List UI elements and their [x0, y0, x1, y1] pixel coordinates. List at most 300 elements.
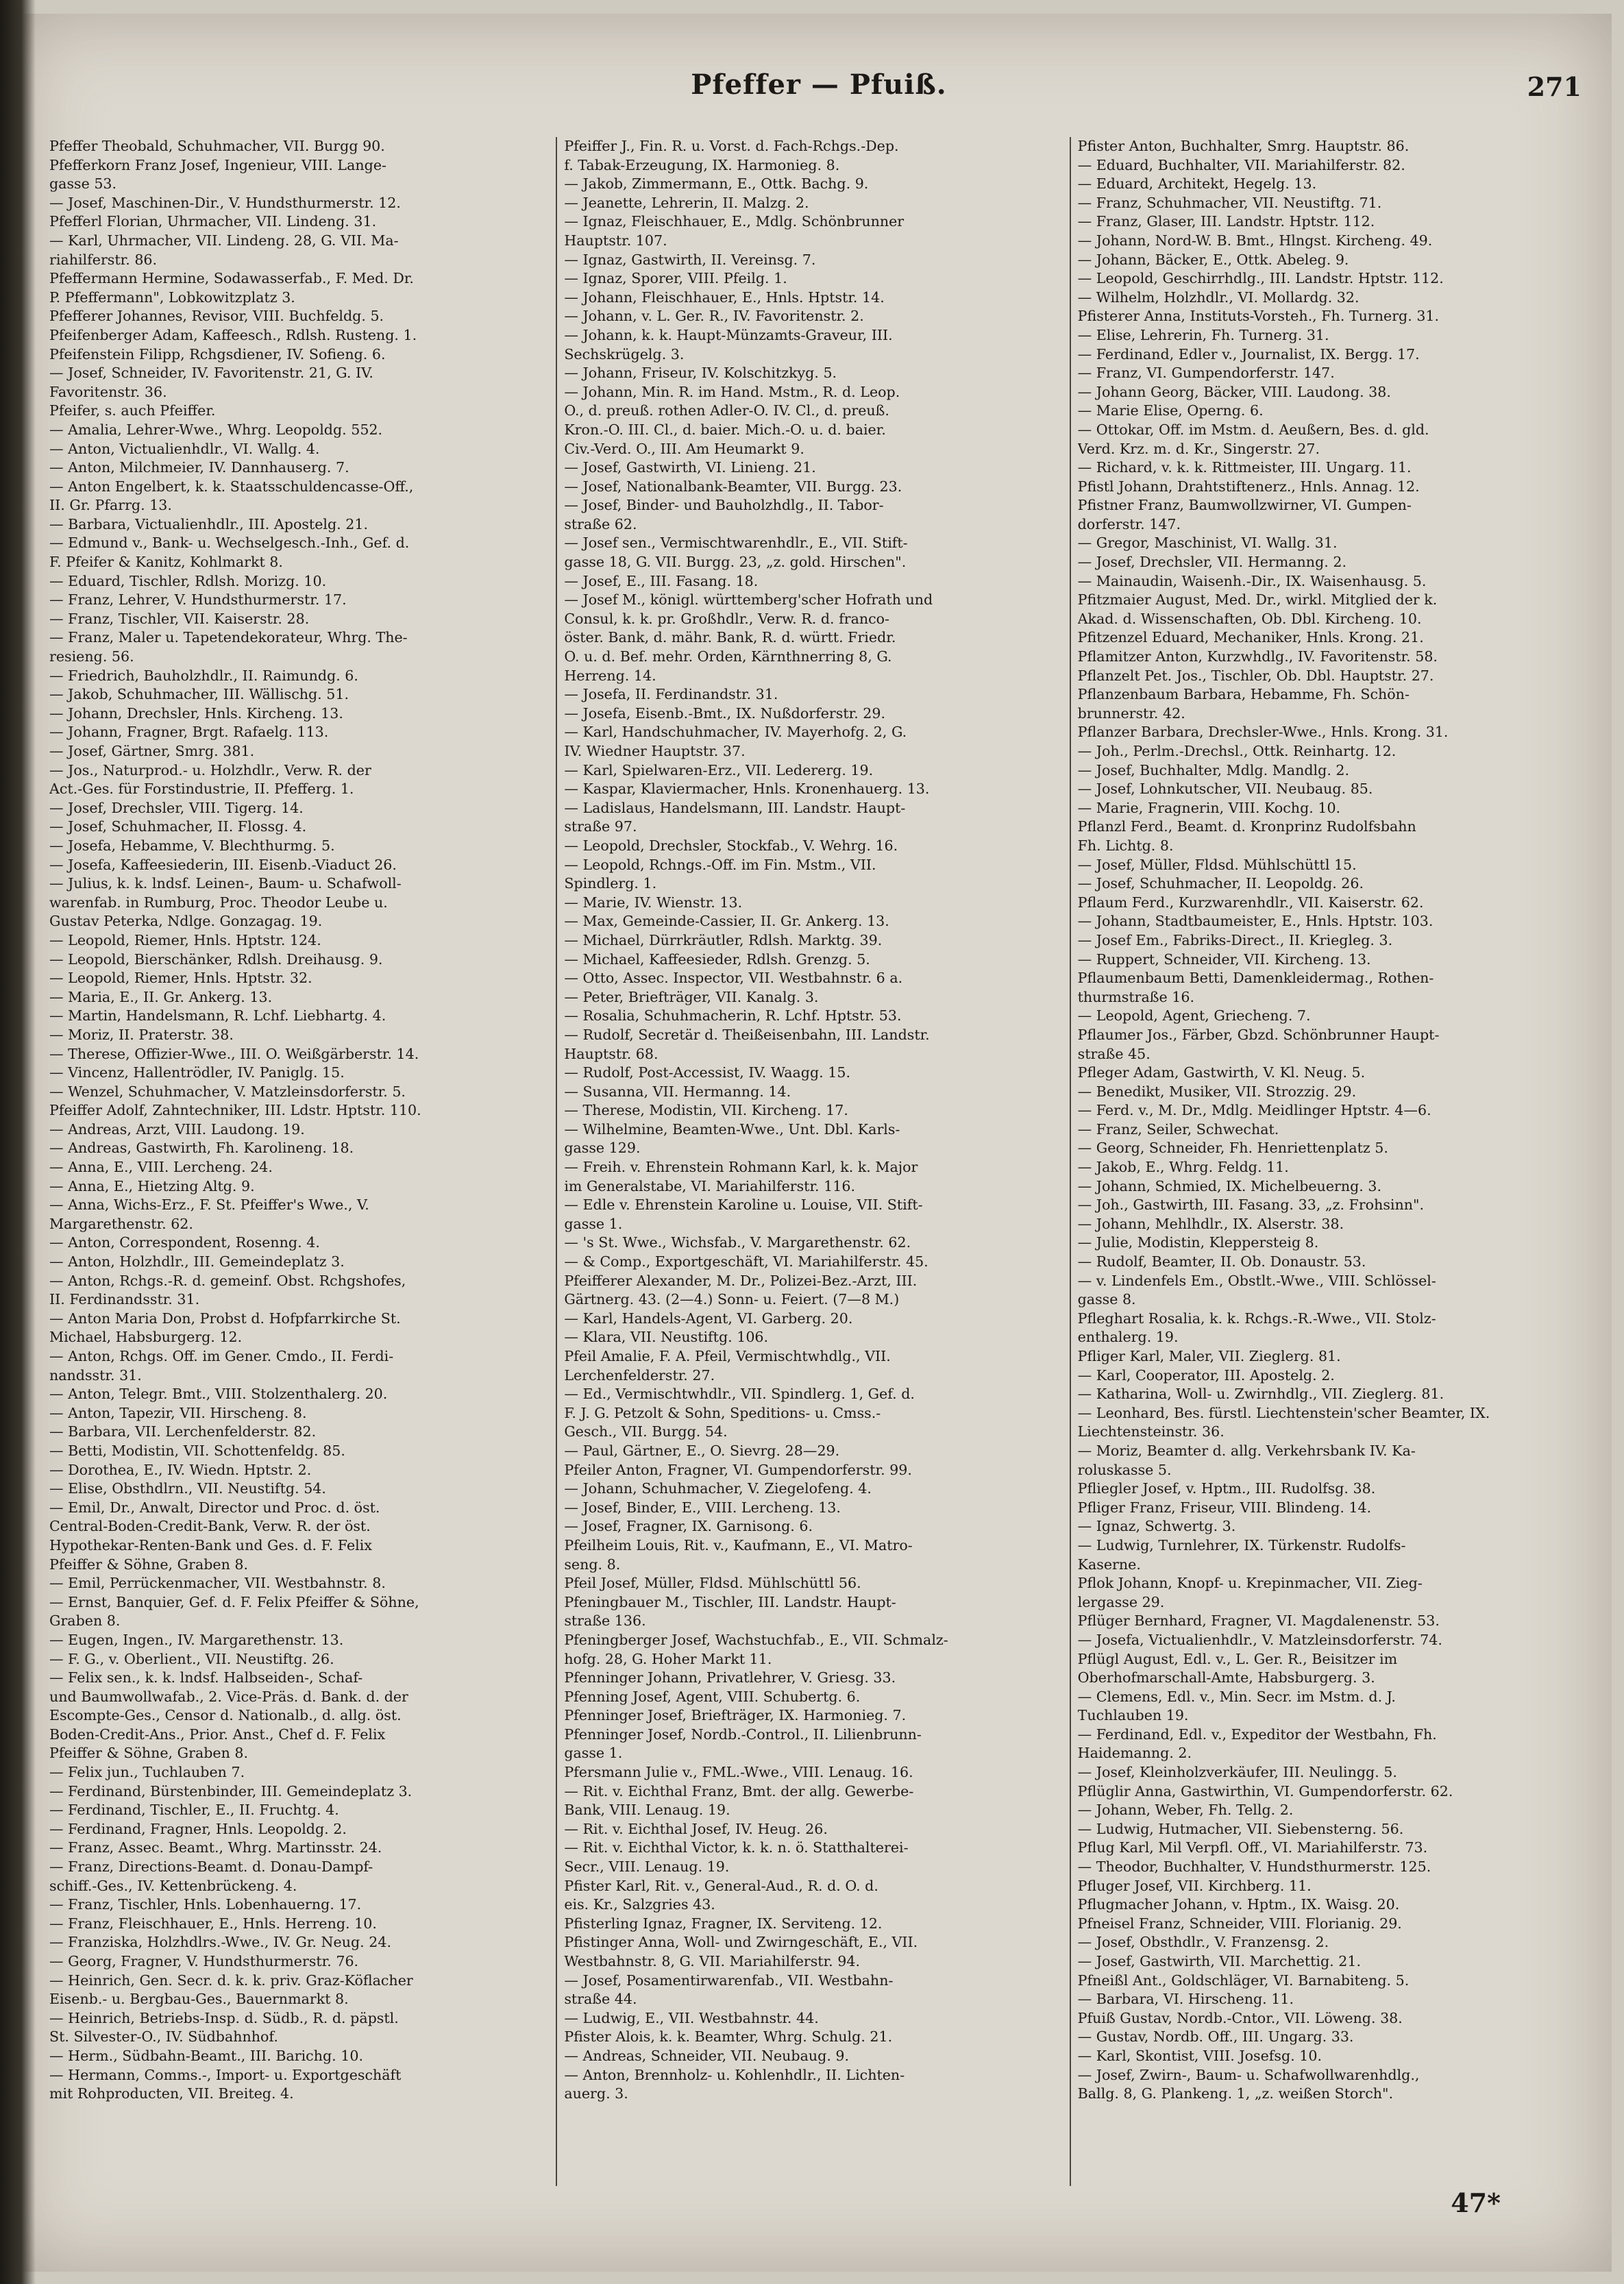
- directory-entry-line: Pfuiß Gustav, Nordb.-Cntor., VII. Löweng. 38.: [1077, 2009, 1403, 2026]
- directory-entry-line: Pfeifer, s. auch Pfeiffer.: [49, 402, 216, 419]
- directory-entry-line: gasse 8.: [1077, 1291, 1136, 1308]
- directory-entry-line: Pfister Karl, Rit. v., General-Aud., R. d. O. d.: [564, 1877, 878, 1894]
- directory-entry-line: nandsstr. 31.: [49, 1366, 142, 1384]
- directory-entry-line: f. Tabak-Erzeugung, IX. Harmonieg. 8.: [564, 156, 840, 173]
- directory-entry-line: — Franz, Seiler, Schwechat.: [1077, 1120, 1279, 1138]
- directory-entry-line: — Josef, Gastwirth, VII. Marchettig. 21.: [1077, 1953, 1362, 1969]
- directory-entry-line: schiff.-Ges., IV. Kettenbrückeng. 4.: [49, 1877, 297, 1894]
- directory-entry-line: Pfeningberger Josef, Wachstuchfab., E., VII. Schmalz-: [564, 1631, 948, 1648]
- directory-entry-line: — Marie, Fragnerin, VIII. Kochg. 10.: [1077, 799, 1341, 816]
- directory-entry-line: Pflaumer Jos., Färber, Gbzd. Schönbrunner Haupt-: [1077, 1026, 1440, 1043]
- directory-entry-line: Margarethenstr. 62.: [49, 1215, 193, 1232]
- directory-entry-line: — Herm., Südbahn-Beamt., III. Barichg. 10.: [49, 2047, 363, 2064]
- directory-entry-line: — Josef, Fragner, IX. Garnisong. 6.: [564, 1518, 813, 1535]
- directory-entry-line: — Max, Gemeinde-Cassier, II. Gr. Ankerg. 13.: [564, 913, 889, 930]
- directory-entry-line: — Joh., Gastwirth, III. Fasang. 33, „z. Frohsinn".: [1077, 1196, 1425, 1214]
- directory-entry-line: Pfeiffer Adolf, Zahntechniker, III. Ldstr. Hptstr. 110.: [49, 1102, 421, 1119]
- directory-entry-line: — Ruppert, Schneider, VII. Kircheng. 13.: [1077, 950, 1371, 968]
- directory-entry-line: — Dorothea, E., IV. Wiedn. Hptstr. 2.: [49, 1461, 312, 1478]
- directory-entry-line: — Josef, Buchhalter, Mdlg. Mandlg. 2.: [1077, 761, 1350, 778]
- directory-entry-line: — Josef, Posamentirwarenfab., VII. Westbahn-: [564, 1972, 894, 1989]
- directory-entry-line: — Wilhelmine, Beamten-Wwe., Unt. Dbl. Karls-: [564, 1120, 900, 1138]
- directory-entry-line: — Elise, Lehrerin, Fh. Turnerg. 31.: [1077, 326, 1329, 343]
- directory-entry-line: — Michael, Dürrkräutler, Rdlsh. Marktg. 39.: [564, 931, 883, 948]
- directory-entry-line: Pfistner Franz, Baumwollzwirner, VI. Gumpen-: [1077, 497, 1412, 514]
- directory-entry-line: gasse 18, G. VII. Burgg. 23, „z. gold. Hirschen".: [564, 554, 907, 571]
- directory-entry-line: II. Gr. Pfarrg. 13.: [49, 497, 172, 514]
- directory-entry-line: — Anton, Milchmeier, IV. Dannhauserg. 7.: [49, 459, 349, 476]
- directory-entry-line: — & Comp., Exportgeschäft, VI. Mariahilferstr. 45.: [564, 1253, 928, 1270]
- directory-entry-line: — Franz, Glaser, III. Landstr. Hptstr. 112.: [1077, 213, 1375, 230]
- directory-entry-line: — Johann, v. L. Ger. R., IV. Favoritenstr. 2.: [564, 308, 864, 325]
- directory-entry-line: St. Silvester-O., IV. Südbahnhof.: [49, 2028, 278, 2046]
- directory-entry-line: straße 136.: [564, 1612, 646, 1630]
- directory-entry-line: Pflanzelt Pet. Jos., Tischler, Ob. Dbl. Hauptstr. 27.: [1077, 667, 1434, 684]
- directory-entry-line: Graben 8.: [49, 1612, 121, 1630]
- directory-entry-line: — Eduard, Tischler, Rdlsh. Morizg. 10.: [49, 572, 327, 589]
- directory-entry-line: Hypothekar-Renten-Bank und Ges. d. F. Felix: [49, 1536, 372, 1554]
- directory-entry-line: — Johann, Fragner, Brgt. Rafaelg. 113.: [49, 724, 329, 741]
- directory-entry-line: — Franziska, Holzhdlrs.-Wwe., IV. Gr. Neug. 24.: [49, 1934, 392, 1951]
- directory-entry-line: Pfeiffer & Söhne, Graben 8.: [49, 1745, 249, 1762]
- directory-entry-line: — Johann, Drechsler, Hnls. Kircheng. 13.: [49, 704, 343, 722]
- directory-entry-line: — Ladislaus, Handelsmann, III. Landstr. Haupt-: [564, 799, 906, 816]
- directory-entry-line: — Marie Elise, Operng. 6.: [1077, 402, 1264, 419]
- directory-entry-line: — Josefa, Eisenb.-Bmt., IX. Nußdorferstr. 29.: [564, 704, 886, 722]
- directory-entry-line: im Generalstabe, VI. Mariahilferstr. 116.: [564, 1177, 855, 1194]
- directory-entry-line: — Josef, Nationalbank-Beamter, VII. Burgg. 23.: [564, 478, 902, 495]
- directory-entry-line: Pfefferer Johannes, Revisor, VIII. Buchfeldg. 5.: [49, 308, 384, 325]
- directory-entry-line: — Eugen, Ingen., IV. Margarethenstr. 13.: [49, 1631, 344, 1648]
- directory-entry-line: — Michael, Kaffeesieder, Rdlsh. Grenzg. 5.: [564, 950, 870, 968]
- directory-entry-line: — Johann, Schuhmacher, V. Ziegelofeng. 4.: [564, 1480, 872, 1497]
- directory-entry-line: Act.-Ges. für Forstindustrie, II. Pfefferg. 1.: [49, 781, 354, 798]
- directory-entry-line: — Johann, Weber, Fh. Tellg. 2.: [1077, 1802, 1294, 1819]
- directory-entry-line: seng. 8.: [564, 1556, 621, 1573]
- directory-entry-line: — Rit. v. Eichthal Josef, IV. Heug. 26.: [564, 1820, 828, 1837]
- directory-entry-line: — Georg, Schneider, Fh. Henriettenplatz 5.: [1077, 1140, 1388, 1157]
- directory-entry-line: — Eduard, Architekt, Hegelg. 13.: [1077, 175, 1317, 193]
- directory-entry-line: — Eduard, Buchhalter, VII. Mariahilferstr. 82.: [1077, 156, 1405, 173]
- directory-entry-line: — Felix sen., k. k. lndsf. Halbseiden-, Schaf-: [49, 1669, 363, 1686]
- column-3: [1070, 137, 1583, 2186]
- directory-entry-line: Sechskrügelg. 3.: [564, 345, 685, 363]
- directory-entry-line: — Johann, Schmied, IX. Michelbeuerng. 3.: [1077, 1177, 1382, 1194]
- directory-entry-line: Westbahnstr. 8, G. VII. Mariahilferstr. 94.: [564, 1953, 861, 1969]
- directory-entry-line: — Joh., Perlm.-Drechsl., Ottk. Reinhartg. 12.: [1077, 743, 1397, 759]
- directory-entry-line: F. J. G. Petzolt & Sohn, Speditions- u. Cmss.-: [564, 1404, 881, 1421]
- directory-entry-line: — Susanna, VII. Hermanng. 14.: [564, 1083, 791, 1100]
- directory-entry-line: Liechtensteinstr. 36.: [1077, 1423, 1225, 1440]
- directory-entry-line: Pflaumenbaum Betti, Damenkleidermag., Rothen-: [1077, 970, 1434, 987]
- directory-entry-line: — Josef, Obsthdlr., V. Franzensg. 2.: [1077, 1934, 1329, 1951]
- running-title: Pfeffer — Pfuiß.: [691, 69, 947, 101]
- directory-entry-line: — Clemens, Edl. v., Min. Secr. im Mstm. d. J.: [1077, 1688, 1396, 1705]
- directory-entry-line: — Ferdinand, Tischler, E., II. Fruchtg. 4.: [49, 1802, 339, 1819]
- directory-entry-line: Pflüglir Anna, Gastwirthin, VI. Gumpendorferstr. 62.: [1077, 1782, 1453, 1800]
- directory-entry-line: straße 62.: [564, 515, 637, 532]
- directory-entry-line: Pfistl Johann, Drahtstiftenerz., Hnls. Annag. 12.: [1077, 478, 1420, 495]
- directory-entry-line: — Karl, Spielwaren-Erz., VII. Ledererg. 19.: [564, 761, 874, 778]
- directory-entry-line: — Franz, Tischler, VII. Kaiserstr. 28.: [49, 610, 310, 627]
- directory-entry-line: straße 44.: [564, 1991, 637, 2008]
- page-header: [41, 69, 1597, 130]
- directory-entry-line: Pfenninger Johann, Privatlehrer, V. Griesg. 33.: [564, 1669, 896, 1686]
- directory-entry-line: gasse 1.: [564, 1745, 623, 1762]
- directory-entry-line: Spindlerg. 1.: [564, 875, 657, 892]
- directory-entry-line: Gesch., VII. Burgg. 54.: [564, 1423, 728, 1440]
- directory-entry-line: — Therese, Modistin, VII. Kircheng. 17.: [564, 1102, 848, 1119]
- directory-entry-line: straße 45.: [1077, 1045, 1151, 1062]
- directory-entry-line: — Johann, Bäcker, E., Ottk. Abeleg. 9.: [1077, 251, 1349, 268]
- directory-entry-line: Pfliger Franz, Friseur, VIII. Blindeng. 14.: [1077, 1499, 1372, 1516]
- directory-entry-line: — Moriz, II. Praterstr. 38.: [49, 1026, 234, 1043]
- directory-entry-line: — Edmund v., Bank- u. Wechselgesch.-Inh., Gef. d.: [49, 535, 410, 552]
- directory-entry-line: roluskasse 5.: [1077, 1461, 1172, 1478]
- directory-entry-line: Pfeifenstein Filipp, Rchgsdiener, IV. Sofieng. 6.: [49, 345, 386, 363]
- directory-entry-line: — Johann, Min. R. im Hand. Mstm., R. d. Leop.: [564, 383, 900, 400]
- directory-entry-line: Pfister Anton, Buchhalter, Smrg. Hauptstr. 86.: [1077, 138, 1410, 154]
- directory-entry-line: IV. Wiedner Hauptstr. 37.: [564, 743, 746, 759]
- directory-entry-line: — Jakob, Schuhmacher, III. Wällischg. 51.: [49, 686, 349, 703]
- directory-entry-line: O., d. preuß. rothen Adler-O. IV. Cl., d. preuß.: [564, 402, 889, 419]
- directory-entry-line: — Anton Maria Don, Probst d. Hofpfarrkirche St.: [49, 1310, 401, 1327]
- directory-entry-line: — Anton, Tapezir, VII. Hirscheng. 8.: [49, 1404, 307, 1421]
- directory-entry-line: — Elise, Obsthdlrn., VII. Neustiftg. 54.: [49, 1480, 326, 1497]
- directory-entry-line: — Mainaudin, Waisenh.-Dir., IX. Waisenhausg. 5.: [1077, 572, 1427, 589]
- directory-entry-line: — Josef, Schneider, IV. Favoritenstr. 21, G. IV.: [49, 365, 373, 382]
- directory-entry-line: — Rosalia, Schuhmacherin, R. Lchf. Hptstr. 53.: [564, 1007, 902, 1024]
- directory-entry-line: Pfeifferer Alexander, M. Dr., Polizei-Bez.-Arzt, III.: [564, 1272, 918, 1289]
- directory-entry-line: Ballg. 8, G. Plankeng. 1, „z. weißen Storch".: [1077, 2085, 1394, 2102]
- directory-entry-line: — Maria, E., II. Gr. Ankerg. 13.: [49, 988, 273, 1005]
- directory-entry-line: Pfneisel Franz, Schneider, VIII. Florianig. 29.: [1077, 1915, 1402, 1932]
- directory-entry-line: — Johann, Nord-W. B. Bmt., Hlngst. Kircheng. 49.: [1077, 232, 1433, 249]
- directory-entry-line: Fh. Lichtg. 8.: [1077, 837, 1174, 854]
- directory-entry-line: — Josef M., königl. württemberg'scher Hofrath und: [564, 591, 933, 609]
- directory-entry-line: Favoritenstr. 36.: [49, 383, 167, 400]
- directory-entry-line: Michael, Habsburgerg. 12.: [49, 1329, 243, 1346]
- directory-entry-line: — Ignaz, Fleischhauer, E., Mdlg. Schönbrunner: [564, 213, 905, 230]
- directory-entry-line: — Vincenz, Hallentrödler, IV. Paniglg. 15.: [49, 1064, 345, 1081]
- directory-entry-line: — Barbara, VI. Hirscheng. 11.: [1077, 1991, 1294, 2008]
- directory-entry-line: — Klara, VII. Neustiftg. 106.: [564, 1329, 769, 1346]
- directory-entry-line: — Karl, Skontist, VIII. Josefsg. 10.: [1077, 2047, 1322, 2064]
- directory-entry-line: — Jeanette, Lehrerin, II. Malzg. 2.: [564, 194, 809, 211]
- directory-entry-line: riahilferstr. 86.: [49, 251, 158, 268]
- directory-entry-line: — Anton, Rchgs.-R. d. gemeinf. Obst. Rchgshofes,: [49, 1272, 406, 1289]
- directory-entry-line: — Anna, E., Hietzing Altg. 9.: [49, 1177, 255, 1194]
- directory-entry-line: gasse 53.: [49, 175, 117, 193]
- book-binding-shadow: [0, 0, 36, 2284]
- directory-entry-line: — Therese, Offizier-Wwe., III. O. Weißgärberstr. 14.: [49, 1045, 419, 1062]
- directory-entry-line: — Jakob, E., Whrg. Feldg. 11.: [1077, 1159, 1289, 1176]
- directory-entry-line: — Moriz, Beamter d. allg. Verkehrsbank IV. Ka-: [1077, 1442, 1416, 1459]
- directory-entry-line: — Marie, IV. Wienstr. 13.: [564, 894, 743, 911]
- directory-entry-line: Pfeil Josef, Müller, Fldsd. Mühlschüttl 56.: [564, 1575, 861, 1592]
- directory-entry-line: Pfitzenzel Eduard, Mechaniker, Hnls. Krong. 21.: [1077, 629, 1424, 646]
- directory-entry-line: Bank, VIII. Lenaug. 19.: [564, 1802, 730, 1819]
- directory-entry-line: — Rit. v. Eichthal Victor, k. k. n. ö. Statthalterei-: [564, 1839, 909, 1856]
- directory-entry-line: — Anna, Wichs-Erz., F. St. Pfeiffer's Wwe., V.: [49, 1196, 369, 1214]
- directory-entry-line: resieng. 56.: [49, 648, 134, 665]
- directory-entry-line: — Franz, Tischler, Hnls. Lobenhauerng. 17.: [49, 1896, 362, 1913]
- directory-entry-line: — Jakob, Zimmermann, E., Ottk. Bachg. 9.: [564, 175, 869, 193]
- directory-entry-line: Pfenninger Josef, Briefträger, IX. Harmonieg. 7.: [564, 1707, 907, 1724]
- directory-entry-line: — Katharina, Woll- u. Zwirnhdlg., VII. Zieglerg. 81.: [1077, 1386, 1444, 1403]
- directory-entry-line: Pflok Johann, Knopf- u. Krepinmacher, VII. Zieg-: [1077, 1575, 1423, 1592]
- directory-entry-line: Consul, k. k. pr. Großhdlr., Verw. R. d. franco-: [564, 610, 890, 627]
- directory-entry-line: — Johann, Friseur, IV. Kolschitzkyg. 5.: [564, 365, 837, 382]
- directory-entry-line: thurmstraße 16.: [1077, 988, 1195, 1005]
- directory-entry-line: — Johann, Stadtbaumeister, E., Hnls. Hptstr. 103.: [1077, 913, 1434, 930]
- directory-entry-line: — Josefa, Kaffeesiederin, III. Eisenb.-Viaduct 26.: [49, 856, 397, 873]
- column-2: [556, 137, 1069, 2186]
- directory-entry-line: Pflug Karl, Mil Verpfl. Off., VI. Mariahilferstr. 73.: [1077, 1839, 1428, 1856]
- directory-entry-line: — Josef Em., Fabriks-Direct., II. Kriegleg. 3.: [1077, 931, 1393, 948]
- directory-entry-line: Pfluger Josef, VII. Kirchberg. 11.: [1077, 1877, 1312, 1894]
- directory-entry-line: — Martin, Handelsmann, R. Lchf. Liebhartg. 4.: [49, 1007, 386, 1024]
- directory-entry-line: — Heinrich, Gen. Secr. d. k. k. priv. Graz-Köflacher: [49, 1972, 413, 1989]
- directory-entry-line: — Felix jun., Tuchlauben 7.: [49, 1764, 245, 1781]
- directory-entry-line: — Josef, Zwirn-, Baum- u. Schafwollwarenhdlg.,: [1077, 2066, 1420, 2083]
- directory-entry-line: — Anton, Rchgs. Off. im Gener. Cmdo., II. Ferdi-: [49, 1348, 394, 1364]
- directory-entry-line: Hauptstr. 68.: [564, 1045, 659, 1062]
- directory-entry-line: und Baumwollwafab., 2. Vice-Präs. d. Bank. d. der: [49, 1688, 408, 1705]
- directory-entry-line: — Leopold, Drechsler, Stockfab., V. Wehrg. 16.: [564, 837, 898, 854]
- directory-entry-line: — Paul, Gärtner, E., O. Sievrg. 28—29.: [564, 1442, 840, 1459]
- directory-entry-line: — Anton, Telegr. Bmt., VIII. Stolzenthalerg. 20.: [49, 1386, 388, 1403]
- directory-entry-line: — Franz, Schuhmacher, VII. Neustiftg. 71.: [1077, 194, 1382, 211]
- directory-entry-line: Escompte-Ges., Censor d. Nationalb., d. allg. öst.: [49, 1707, 402, 1724]
- directory-entry-line: — Josef, Müller, Fldsd. Mühlschüttl 15.: [1077, 856, 1357, 873]
- signature-mark: 47*: [1451, 2187, 1501, 2218]
- directory-entry-line: — Ludwig, Turnlehrer, IX. Türkenstr. Rudolfs-: [1077, 1536, 1406, 1554]
- directory-entry-line: Pfeifenberger Adam, Kaffeesch., Rdlsh. Rusteng. 1.: [49, 326, 417, 343]
- directory-entry-line: Pfeiler Anton, Fragner, VI. Gumpendorferstr. 99.: [564, 1461, 912, 1478]
- directory-entry-line: Pflügl August, Edl. v., L. Ger. R., Beisitzer im: [1077, 1650, 1398, 1667]
- directory-entry-line: — Franz, Maler u. Tapetendekorateur, Whrg. The-: [49, 629, 408, 646]
- directory-entry-line: — Anton, Correspondent, Rosenng. 4.: [49, 1234, 320, 1251]
- directory-entry-line: — Ignaz, Gastwirth, II. Vereinsg. 7.: [564, 251, 816, 268]
- directory-entry-line: eis. Kr., Salzgries 43.: [564, 1896, 715, 1913]
- directory-entry-line: — Ludwig, Hutmacher, VII. Siebensterng. 56.: [1077, 1820, 1404, 1837]
- directory-entry-line: — Ferdinand, Edler v., Journalist, IX. Bergg. 17.: [1077, 345, 1420, 363]
- directory-entry-line: — Ferdinand, Fragner, Hnls. Leopoldg. 2.: [49, 1820, 347, 1837]
- directory-entry-line: — Barbara, Victualienhdlr., III. Apostelg. 21.: [49, 515, 368, 532]
- directory-entry-line: — Josef sen., Vermischtwarenhdlr., E., VII. Stift-: [564, 535, 908, 552]
- directory-entry-line: Hauptstr. 107.: [564, 232, 667, 249]
- directory-entry-line: — Wilhelm, Holzhdlr., VI. Mollardg. 32.: [1077, 288, 1360, 306]
- directory-entry-line: Verd. Krz. m. d. Kr., Singerstr. 27.: [1077, 440, 1320, 457]
- directory-entry-line: — Hermann, Comms.-, Import- u. Exportgeschäft: [49, 2066, 402, 2083]
- directory-entry-line: — Ernst, Banquier, Gef. d. F. Felix Pfeiffer & Söhne,: [49, 1593, 419, 1610]
- directory-entry-line: — Emil, Dr., Anwalt, Director und Proc. d. öst.: [49, 1499, 380, 1516]
- directory-entry-line: — Anton, Victualienhdlr., VI. Wallg. 4.: [49, 440, 320, 457]
- directory-entry-line: — Ottokar, Off. im Mstm. d. Aeußern, Bes. d. gld.: [1077, 421, 1429, 438]
- directory-entry-line: O. u. d. Bef. mehr. Orden, Kärnthnerring 8, G.: [564, 648, 892, 665]
- directory-entry-line: — Karl, Handels-Agent, VI. Garberg. 20.: [564, 1310, 853, 1327]
- directory-entry-line: Pfistinger Anna, Woll- und Zwirngeschäft, E., VII.: [564, 1934, 918, 1951]
- directory-entry-line: — Andreas, Gastwirth, Fh. Karolineng. 18.: [49, 1140, 354, 1157]
- directory-entry-line: — Gustav, Nordb. Off., III. Ungarg. 33.: [1077, 2028, 1354, 2046]
- directory-entry-line: — Rudolf, Beamter, II. Ob. Donaustr. 53.: [1077, 1253, 1366, 1270]
- directory-entry-line: — Leopold, Agent, Griecheng. 7.: [1077, 1007, 1311, 1024]
- directory-entry-line: Pfisterling Ignaz, Fragner, IX. Serviteng. 12.: [564, 1915, 883, 1932]
- directory-entry-line: — Kaspar, Klaviermacher, Hnls. Kronenhauerg. 13.: [564, 781, 930, 798]
- directory-entry-line: — Anton, Holzhdlr., III. Gemeindeplatz 3.: [49, 1253, 345, 1270]
- directory-entry-line: — Jos., Naturprod.- u. Holzhdlr., Verw. R. der: [49, 761, 371, 778]
- directory-entry-line: — Karl, Handschuhmacher, IV. Mayerhofg. 2, G.: [564, 724, 907, 741]
- directory-entry-line: — Johann, Mehlhdlr., IX. Alserstr. 38.: [1077, 1215, 1344, 1232]
- directory-entry-line: — Emil, Perrückenmacher, VII. Westbahnstr. 8.: [49, 1575, 386, 1592]
- directory-entry-line: Pfeningbauer M., Tischler, III. Landstr. Haupt-: [564, 1593, 896, 1610]
- directory-entry-line: — Julius, k. k. lndsf. Leinen-, Baum- u. Schafwoll-: [49, 875, 402, 892]
- directory-entry-line: — Peter, Briefträger, VII. Kanalg. 3.: [564, 988, 819, 1005]
- directory-entry-line: — Leonhard, Bes. fürstl. Liechtenstein'scher Beamter, IX.: [1077, 1404, 1490, 1421]
- directory-entry-line: Tuchlauben 19.: [1077, 1707, 1189, 1724]
- directory-entry-line: Civ.-Verd. O., III. Am Heumarkt 9.: [564, 440, 804, 457]
- directory-entry-line: — 's St. Wwe., Wichsfab., V. Margarethenstr. 62.: [564, 1234, 911, 1251]
- directory-entry-line: — Franz, Lehrer, V. Hundsthurmerstr. 17.: [49, 591, 347, 609]
- directory-entry-line: Gärtnerg. 43. (2—4.) Sonn- u. Feiert. (7—8 M.): [564, 1291, 900, 1308]
- directory-entry-line: II. Ferdinandsstr. 31.: [49, 1291, 200, 1308]
- directory-entry-line: — Ferdinand, Bürstenbinder, III. Gemeindeplatz 3.: [49, 1782, 413, 1800]
- directory-entry-line: — v. Lindenfels Em., Obstlt.-Wwe., VIII. Schlössel-: [1077, 1272, 1436, 1289]
- directory-entry-line: hofg. 28, G. Hoher Markt 11.: [564, 1650, 772, 1667]
- directory-entry-line: — Otto, Assec. Inspector, VII. Westbahnstr. 6 a.: [564, 970, 903, 987]
- directory-entry-line: — Andreas, Arzt, VIII. Laudong. 19.: [49, 1120, 305, 1138]
- directory-entry-line: — Josef, Kleinholzverkäufer, III. Neulingg. 5.: [1077, 1764, 1397, 1781]
- directory-entry-line: brunnerstr. 42.: [1077, 704, 1185, 722]
- directory-entry-line: — Andreas, Schneider, VII. Neubaug. 9.: [564, 2047, 850, 2064]
- directory-entry-line: Pfneißl Ant., Goldschläger, VI. Barnabiteng. 5.: [1077, 1972, 1410, 1989]
- directory-entry-line: — Karl, Cooperator, III. Apostelg. 2.: [1077, 1366, 1335, 1384]
- directory-entry-line: — Karl, Uhrmacher, VII. Lindeng. 28, G. VII. Ma-: [49, 232, 399, 249]
- directory-entry-line: — Rudolf, Post-Accessist, IV. Waagg. 15.: [564, 1064, 851, 1081]
- directory-entry-line: Oberhofmarschall-Amte, Habsburgerg. 3.: [1077, 1669, 1375, 1686]
- directory-entry-line: — Leopold, Rchngs.-Off. im Fin. Mstm., VII.: [564, 856, 876, 873]
- directory-entry-line: — Ludwig, E., VII. Westbahnstr. 44.: [564, 2009, 819, 2026]
- directory-entry-line: — Gregor, Maschinist, VI. Wallg. 31.: [1077, 535, 1338, 552]
- directory-entry-line: Pfefferkorn Franz Josef, Ingenieur, VIII. Lange-: [49, 156, 386, 173]
- directory-entry-line: Lerchenfelderstr. 27.: [564, 1366, 715, 1384]
- directory-entry-line: Pfersmann Julie v., FML.-Wwe., VIII. Lenaug. 16.: [564, 1764, 913, 1781]
- page-number: 271: [1527, 71, 1582, 102]
- directory-entry-line: Pfleghart Rosalia, k. k. Rchgs.-R.-Wwe., VII. Stolz-: [1077, 1310, 1436, 1327]
- directory-entry-line: Pfitzmaier August, Med. Dr., wirkl. Mitglied der k.: [1077, 591, 1438, 609]
- directory-entry-line: gasse 129.: [564, 1140, 641, 1157]
- directory-entry-line: mit Rohproducten, VII. Breiteg. 4.: [49, 2085, 294, 2102]
- directory-entry-line: Akad. d. Wissenschaften, Ob. Dbl. Kircheng. 10.: [1077, 610, 1422, 627]
- directory-entry-line: Pfliegler Josef, v. Hptm., III. Rudolfsg. 38.: [1077, 1480, 1376, 1497]
- directory-entry-line: — Josefa, II. Ferdinandstr. 31.: [564, 686, 778, 703]
- directory-entry-line: Pfisterer Anna, Instituts-Vorsteh., Fh. Turnerg. 31.: [1077, 308, 1440, 325]
- directory-entry-line: F. Pfeifer & Kanitz, Kohlmarkt 8.: [49, 554, 283, 571]
- directory-entry-line: — Johann, k. k. Haupt-Münzamts-Graveur, III.: [564, 326, 893, 343]
- directory-entry-line: Pfeiffer & Söhne, Graben 8.: [49, 1556, 249, 1573]
- directory-entry-line: — Franz, VI. Gumpendorferstr. 147.: [1077, 365, 1335, 382]
- directory-entry-line: — Amalia, Lehrer-Wwe., Whrg. Leopoldg. 552.: [49, 421, 383, 438]
- directory-entry-line: warenfab. in Rumburg, Proc. Theodor Leube u.: [49, 894, 388, 911]
- directory-entry-line: Secr., VIII. Lenaug. 19.: [564, 1858, 730, 1876]
- directory-entry-line: — Josef, Drechsler, VII. Hermanng. 2.: [1077, 554, 1346, 571]
- directory-entry-line: — Ignaz, Schwertg. 3.: [1077, 1518, 1236, 1535]
- directory-entry-line: — Josef, Binder, E., VIII. Lercheng. 13.: [564, 1499, 841, 1516]
- directory-entry-line: — Josef, Lohnkutscher, VII. Neubaug. 85.: [1077, 781, 1373, 798]
- directory-entry-line: — Benedikt, Musiker, VII. Strozzig. 29.: [1077, 1083, 1357, 1100]
- column-1: [42, 137, 556, 2186]
- directory-entry-line: — Rit. v. Eichthal Franz, Bmt. der allg. Gewerbe-: [564, 1782, 914, 1800]
- directory-entry-line: — Leopold, Geschirrhdlg., III. Landstr. Hptstr. 112.: [1077, 270, 1444, 287]
- directory-entry-line: Pfeffer Theobald, Schuhmacher, VII. Burgg 90.: [49, 138, 385, 154]
- directory-entry-line: — Josefa, Victualienhdlr., V. Matzleinsdorferstr. 74.: [1077, 1631, 1442, 1648]
- directory-entry-line: — Theodor, Buchhalter, V. Hundsthurmerstr. 125.: [1077, 1858, 1431, 1876]
- directory-entry-line: Central-Boden-Credit-Bank, Verw. R. der öst.: [49, 1518, 371, 1535]
- directory-entry-line: Haidemanng. 2.: [1077, 1745, 1192, 1762]
- directory-entry-line: Gustav Peterka, Ndlge. Gonzagag. 19.: [49, 913, 323, 930]
- directory-entry-line: — Wenzel, Schuhmacher, V. Matzleinsdorferstr. 5.: [49, 1083, 406, 1100]
- directory-entry-line: — Franz, Directions-Beamt. d. Donau-Dampf-: [49, 1858, 373, 1876]
- directory-entry-line: Pflanzl Ferd., Beamt. d. Kronprinz Rudolfsbahn: [1077, 818, 1416, 835]
- directory-entry-line: Pfliger Karl, Maler, VII. Zieglerg. 81.: [1077, 1348, 1341, 1364]
- directory-entry-line: — Leopold, Bierschänker, Rdlsh. Dreihausg. 9.: [49, 950, 383, 968]
- directory-entry-line: Pfenning Josef, Agent, VIII. Schubertg. 6.: [564, 1688, 861, 1705]
- directory-entry-line: Pfeilheim Louis, Rit. v., Kaufmann, E., VI. Matro-: [564, 1536, 913, 1554]
- directory-entry-line: — Ferd. v., M. Dr., Mdlg. Meidlinger Hptstr. 4—6.: [1077, 1102, 1431, 1119]
- directory-entry-line: — Barbara, VII. Lerchenfelderstr. 82.: [49, 1423, 317, 1440]
- directory-entry-line: — Rudolf, Secretär d. Theißeisenbahn, III. Landstr.: [564, 1026, 930, 1043]
- directory-entry-line: Kron.-O. III. Cl., d. baier. Mich.-O. u. d. baier.: [564, 421, 886, 438]
- directory-entry-line: Pfefferl Florian, Uhrmacher, VII. Lindeng. 31.: [49, 213, 377, 230]
- directory-entry-line: — Josef, Gärtner, Smrg. 381.: [49, 743, 255, 759]
- directory-entry-line: — Richard, v. k. k. Rittmeister, III. Ungarg. 11.: [1077, 459, 1412, 476]
- directory-entry-line: — Anna, E., VIII. Lercheng. 24.: [49, 1159, 273, 1176]
- directory-entry-line: — Betti, Modistin, VII. Schottenfeldg. 85.: [49, 1442, 345, 1459]
- directory-entry-line: Pflüger Bernhard, Fragner, VI. Magdalenenstr. 53.: [1077, 1612, 1440, 1630]
- directory-entry-line: — Leopold, Riemer, Hnls. Hptstr. 124.: [49, 931, 321, 948]
- directory-entry-line: — Josef, Gastwirth, VI. Linieng. 21.: [564, 459, 816, 476]
- directory-entry-line: Pfeiffer J., Fin. R. u. Vorst. d. Fach-Rchgs.-Dep.: [564, 138, 899, 154]
- directory-entry-line: gasse 1.: [564, 1215, 623, 1232]
- directory-entry-line: Herreng. 14.: [564, 667, 656, 684]
- directory-entry-line: — Josef, Schuhmacher, II. Flossg. 4.: [49, 818, 307, 835]
- directory-entry-line: — Josef, Binder- und Bauholzhdlg., II. Tabor-: [564, 497, 884, 514]
- directory-entry-line: Pfleger Adam, Gastwirth, V. Kl. Neug. 5.: [1077, 1064, 1366, 1081]
- directory-entry-line: — Josef, Drechsler, VIII. Tigerg. 14.: [49, 799, 304, 816]
- directory-entry-line: — Ed., Vermischtwhdlr., VII. Spindlerg. 1, Gef. d.: [564, 1386, 915, 1403]
- directory-entry-line: enthalerg. 19.: [1077, 1329, 1179, 1346]
- directory-entry-line: Pflanzenbaum Barbara, Hebamme, Fh. Schön-: [1077, 686, 1410, 703]
- directory-entry-line: — Johann Georg, Bäcker, VIII. Laudong. 38.: [1077, 383, 1391, 400]
- directory-entry-line: auerg. 3.: [564, 2085, 628, 2102]
- directory-entry-line: — Ferdinand, Edl. v., Expeditor der Westbahn, Fh.: [1077, 1726, 1437, 1743]
- directory-entry-line: Pfeil Amalie, F. A. Pfeil, Vermischtwhdlg., VII.: [564, 1348, 891, 1364]
- directory-entry-line: Kaserne.: [1077, 1556, 1141, 1573]
- directory-entry-line: — Ignaz, Sporer, VIII. Pfeilg. 1.: [564, 270, 787, 287]
- directory-entry-line: P. Pfeffermann", Lobkowitzplatz 3.: [49, 288, 295, 306]
- directory-entry-line: — Georg, Fragner, V. Hundsthurmerstr. 76.: [49, 1953, 359, 1969]
- directory-entry-line: — Friedrich, Bauholzhdlr., II. Raimundg. 6.: [49, 667, 358, 684]
- directory-entry-line: — F. G., v. Oberlient., VII. Neustiftg. 26.: [49, 1650, 334, 1667]
- directory-entry-line: Pfister Alois, k. k. Beamter, Whrg. Schulg. 21.: [564, 2028, 893, 2046]
- directory-entry-line: — Anton Engelbert, k. k. Staatsschuldencasse-Off.,: [49, 478, 414, 495]
- directory-entry-line: Eisenb.- u. Bergbau-Ges., Bauernmarkt 8.: [49, 1991, 349, 2008]
- directory-entry-line: Pflaum Ferd., Kurzwarenhdlr., VII. Kaiserstr. 62.: [1077, 894, 1424, 911]
- directory-entry-line: — Franz, Assec. Beamt., Whrg. Martinsstr. 24.: [49, 1839, 382, 1856]
- directory-entry-line: — Edle v. Ehrenstein Karoline u. Louise, VII. Stift-: [564, 1196, 923, 1214]
- directory-entry-line: öster. Bank, d. mähr. Bank, R. d. württ. Friedr.: [564, 629, 896, 646]
